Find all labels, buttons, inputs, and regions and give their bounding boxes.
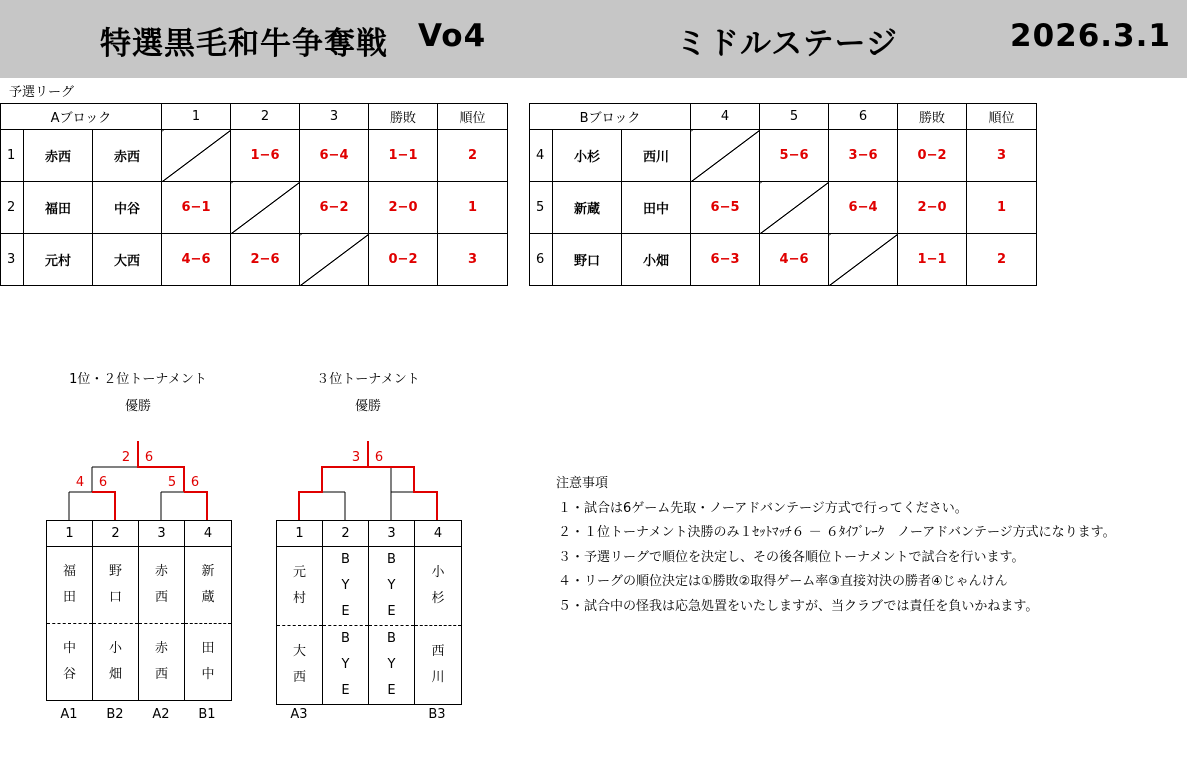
rank-cell: 3 <box>438 234 508 286</box>
seed-label: A2 <box>152 707 170 722</box>
player-name-vertical: 赤 西 <box>154 564 168 605</box>
player-name-vertical: 中 谷 <box>62 641 76 682</box>
seed-label: B2 <box>106 707 124 722</box>
notes-section <box>556 472 1116 619</box>
col-header: 2 <box>231 104 300 130</box>
note-item: ２・１位トーナメント決勝のみ１ｾｯﾄﾏｯﾁ６ － ６ﾀｲﾌﾞﾚｰｸ ノーアドバンテージ方式になります。 <box>558 525 1116 540</box>
slot-number: 2 <box>323 521 369 547</box>
seed-label: B1 <box>198 707 216 722</box>
league-label: 予選リーグ <box>9 85 75 100</box>
player-name-vertical: 野 口 <box>108 564 122 605</box>
note-item: ４・リーグの順位決定は①勝敗②取得ゲーム率③直接対決の勝者④じゃんけん <box>558 574 1008 589</box>
win-loss-cell: 1−1 <box>369 130 438 182</box>
tournament-12-winner-label: 優勝 <box>124 399 151 414</box>
note-item: ３・予選リーグで順位を決定し、その後各順位トーナメントで試合を行います。 <box>558 549 1025 565</box>
player-name-vertical: 田 中 <box>201 641 215 682</box>
col-header: 勝敗 <box>898 104 967 130</box>
player-name-vertical: 大 西 <box>292 644 306 685</box>
col-header: 1 <box>162 104 231 130</box>
row-number: 1 <box>1 130 24 182</box>
player-name: 小杉 <box>553 130 622 182</box>
event-stage: ミドルステージ <box>676 26 898 62</box>
col-header: 順位 <box>438 104 508 130</box>
t3-final-score-left: 3 <box>351 450 361 465</box>
score-cell: 5−6 <box>760 130 829 182</box>
player-name: 野口 <box>553 234 622 286</box>
row-number: 4 <box>530 130 553 182</box>
rank-cell: 2 <box>438 130 508 182</box>
player-name-vertical: 西 川 <box>431 644 445 685</box>
score-cell: 2−6 <box>231 234 300 286</box>
score-cell: 6−5 <box>691 182 760 234</box>
score-cell: 3−6 <box>829 130 898 182</box>
player-name: 小畑 <box>622 234 691 286</box>
col-header: 4 <box>691 104 760 130</box>
rank-cell: 1 <box>438 182 508 234</box>
slot-number: 2 <box>93 521 139 547</box>
score-cell: 1−6 <box>231 130 300 182</box>
win-loss-cell: 1−1 <box>898 234 967 286</box>
player-name-vertical: 新 蔵 <box>201 564 215 605</box>
win-loss-cell: 0−2 <box>369 234 438 286</box>
player-name-vertical: 小 畑 <box>108 641 122 682</box>
score-cell: 6−1 <box>162 182 231 234</box>
t3-final-score-right: 6 <box>374 450 384 465</box>
seed-label: A3 <box>290 707 308 722</box>
player-name: 福田 <box>24 182 93 234</box>
player-name: 新蔵 <box>553 182 622 234</box>
rank-cell: 2 <box>967 234 1037 286</box>
player-name-vertical: 福 田 <box>62 564 76 605</box>
rank-cell: 3 <box>967 130 1037 182</box>
block-a-name: Aブロック <box>1 104 162 130</box>
tournament-12-table <box>46 520 232 701</box>
row-number: 6 <box>530 234 553 286</box>
score-cell: 6−4 <box>300 130 369 182</box>
slot-number: 1 <box>47 521 93 547</box>
player-name: 赤西 <box>24 130 93 182</box>
player-name-vertical: 元 村 <box>292 565 306 606</box>
score-cell: 6−2 <box>300 182 369 234</box>
col-header: 勝敗 <box>369 104 438 130</box>
slot-number: 3 <box>139 521 185 547</box>
row-number: 5 <box>530 182 553 234</box>
col-header: 5 <box>760 104 829 130</box>
note-item: ５・試合中の怪我は応急処置をいたしますが、当クラブでは責任を負いかねます。 <box>558 598 1039 614</box>
tournament-12-title: 1位・２位トーナメント <box>69 372 207 387</box>
player-name: 赤西 <box>93 130 162 182</box>
col-header: 3 <box>300 104 369 130</box>
player-name-vertical: B Y E <box>387 631 396 698</box>
event-title: 特選黒毛和牛争奪戦 <box>100 26 388 62</box>
player-name: 中谷 <box>93 182 162 234</box>
col-header: 順位 <box>967 104 1037 130</box>
event-version: Vo4 <box>418 18 487 54</box>
row-number: 2 <box>1 182 24 234</box>
notes-title: 注意事項 <box>556 476 609 491</box>
player-name: 西川 <box>622 130 691 182</box>
player-name-vertical: B Y E <box>341 552 350 619</box>
final-score-left: 2 <box>121 450 131 465</box>
note-item: １・試合は6ゲーム先取・ノーアドバンテージ方式で行ってください。 <box>558 500 968 516</box>
slot-number: 4 <box>415 521 462 547</box>
seed-label: B3 <box>428 707 446 722</box>
player-name-vertical: B Y E <box>341 631 350 698</box>
player-name-vertical: B Y E <box>387 552 396 619</box>
player-name-vertical: 赤 西 <box>154 641 168 682</box>
player-name: 大西 <box>93 234 162 286</box>
win-loss-cell: 2−0 <box>369 182 438 234</box>
score-cell: 6−4 <box>829 182 898 234</box>
event-date: 2026.3.1 <box>1010 18 1171 54</box>
tournament-3-winner-label: 優勝 <box>354 399 381 414</box>
semi-right-score-a: 5 <box>167 475 177 490</box>
slot-number: 3 <box>369 521 415 547</box>
tournament-3-table <box>276 520 462 705</box>
score-cell: 6−3 <box>691 234 760 286</box>
final-score-right: 6 <box>144 450 154 465</box>
semi-left-score-b: 6 <box>98 475 108 490</box>
player-name-vertical: 小 杉 <box>431 565 445 606</box>
row-number: 3 <box>1 234 24 286</box>
slot-number: 1 <box>277 521 323 547</box>
score-cell: 4−6 <box>162 234 231 286</box>
tournament-3-title: ３位トーナメント <box>316 372 420 387</box>
seed-label: A1 <box>60 707 78 722</box>
slot-number: 4 <box>185 521 232 547</box>
score-cell: 4−6 <box>760 234 829 286</box>
win-loss-cell: 2−0 <box>898 182 967 234</box>
semi-right-score-b: 6 <box>190 475 200 490</box>
player-name: 元村 <box>24 234 93 286</box>
col-header: 6 <box>829 104 898 130</box>
semi-left-score-a: 4 <box>75 475 85 490</box>
rank-cell: 1 <box>967 182 1037 234</box>
block-b-name: Bブロック <box>530 104 691 130</box>
win-loss-cell: 0−2 <box>898 130 967 182</box>
player-name: 田中 <box>622 182 691 234</box>
